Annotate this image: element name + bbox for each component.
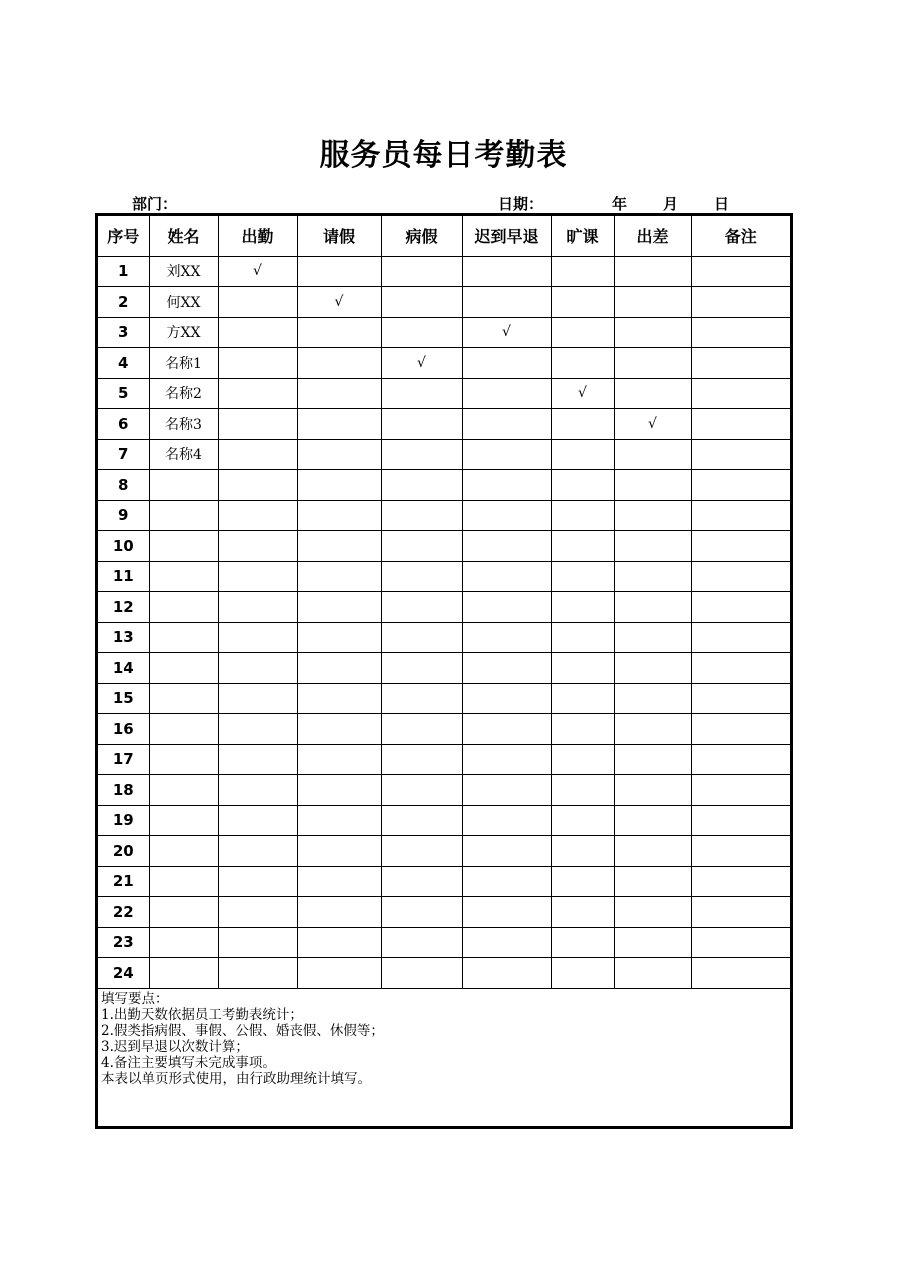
- cell-seq: 12: [98, 592, 149, 623]
- table-row: [98, 500, 790, 531]
- cell-name[interactable]: [149, 958, 218, 989]
- cell-seq: 22: [98, 897, 149, 928]
- cell-sick-leave[interactable]: [381, 561, 462, 592]
- cell-seq: 8: [98, 470, 149, 501]
- cell-late-early[interactable]: [462, 592, 551, 623]
- cell-business-trip[interactable]: [614, 744, 691, 775]
- cell-absent[interactable]: [551, 439, 614, 470]
- cell-late-early[interactable]: [462, 348, 551, 379]
- cell-attendance[interactable]: [218, 714, 297, 745]
- notes-heading: 填写要点：: [101, 991, 169, 1007]
- cell-business-trip[interactable]: [614, 653, 691, 684]
- cell-business-trip[interactable]: [614, 927, 691, 958]
- cell-business-trip[interactable]: [614, 714, 691, 745]
- cell-remarks[interactable]: [691, 500, 790, 531]
- table-row: [98, 775, 790, 806]
- table-row: [98, 866, 790, 897]
- cell-absent[interactable]: √: [551, 378, 614, 409]
- cell-seq: 7: [98, 439, 149, 470]
- cell-sick-leave[interactable]: [381, 683, 462, 714]
- col-header-leave: 请假: [297, 216, 381, 256]
- table-row: [98, 805, 790, 836]
- cell-seq: 10: [98, 531, 149, 562]
- cell-seq: 3: [98, 317, 149, 348]
- cell-late-early[interactable]: [462, 744, 551, 775]
- table-row: [98, 958, 790, 989]
- cell-seq: 19: [98, 805, 149, 836]
- cell-name[interactable]: 刘XX: [149, 256, 218, 287]
- cell-leave[interactable]: [297, 378, 381, 409]
- year-label: 年: [612, 195, 628, 213]
- col-header-late-early: 迟到早退: [462, 216, 551, 256]
- cell-late-early[interactable]: [462, 622, 551, 653]
- cell-late-early[interactable]: [462, 683, 551, 714]
- cell-business-trip[interactable]: [614, 958, 691, 989]
- table-row: [98, 927, 790, 958]
- notes-line: 本表以单页形式使用，由行政助理统计填写。: [101, 1071, 371, 1087]
- notes-line: 4.备注主要填写未完成事项。: [101, 1055, 276, 1071]
- cell-leave[interactable]: [297, 958, 381, 989]
- cell-business-trip[interactable]: [614, 317, 691, 348]
- cell-attendance[interactable]: [218, 439, 297, 470]
- cell-name[interactable]: 名称3: [149, 409, 218, 440]
- cell-leave[interactable]: [297, 531, 381, 562]
- table-row: [98, 531, 790, 562]
- cell-late-early[interactable]: [462, 897, 551, 928]
- cell-leave[interactable]: [297, 470, 381, 501]
- cell-sick-leave[interactable]: [381, 592, 462, 623]
- notes-line: 3.迟到早退以次数计算；: [101, 1039, 249, 1055]
- cell-remarks[interactable]: [691, 866, 790, 897]
- cell-business-trip[interactable]: [614, 866, 691, 897]
- table-row: [98, 622, 790, 653]
- cell-business-trip[interactable]: [614, 439, 691, 470]
- cell-sick-leave[interactable]: [381, 805, 462, 836]
- table-row: [98, 683, 790, 714]
- cell-name[interactable]: 方XX: [149, 317, 218, 348]
- cell-name[interactable]: [149, 531, 218, 562]
- table-row: [98, 744, 790, 775]
- table-row: [98, 378, 790, 409]
- cell-attendance[interactable]: [218, 592, 297, 623]
- cell-leave[interactable]: [297, 927, 381, 958]
- cell-absent[interactable]: [551, 622, 614, 653]
- cell-attendance[interactable]: [218, 500, 297, 531]
- cell-remarks[interactable]: [691, 592, 790, 623]
- cell-late-early[interactable]: [462, 805, 551, 836]
- cell-remarks[interactable]: [691, 470, 790, 501]
- col-header-absent: 旷课: [551, 216, 614, 256]
- cell-business-trip[interactable]: [614, 683, 691, 714]
- cell-absent[interactable]: [551, 683, 614, 714]
- cell-absent[interactable]: [551, 470, 614, 501]
- cell-leave[interactable]: [297, 775, 381, 806]
- table-row: [98, 561, 790, 592]
- cell-name[interactable]: [149, 775, 218, 806]
- cell-sick-leave[interactable]: [381, 409, 462, 440]
- cell-late-early[interactable]: [462, 378, 551, 409]
- cell-remarks[interactable]: [691, 683, 790, 714]
- cell-seq: 1: [98, 256, 149, 287]
- date-label: 日期：: [498, 195, 544, 213]
- cell-leave[interactable]: √: [297, 287, 381, 318]
- cell-leave[interactable]: [297, 683, 381, 714]
- cell-absent[interactable]: [551, 897, 614, 928]
- cell-sick-leave[interactable]: [381, 439, 462, 470]
- cell-seq: 24: [98, 958, 149, 989]
- cell-business-trip[interactable]: [614, 897, 691, 928]
- col-header-sick-leave: 病假: [381, 216, 462, 256]
- cell-sick-leave[interactable]: [381, 531, 462, 562]
- cell-name[interactable]: [149, 500, 218, 531]
- cell-name[interactable]: 名称4: [149, 439, 218, 470]
- cell-late-early[interactable]: [462, 775, 551, 806]
- attendance-sheet: [95, 213, 793, 1129]
- cell-business-trip[interactable]: [614, 287, 691, 318]
- cell-seq: 4: [98, 348, 149, 379]
- page-title: 服务员每日考勤表: [319, 138, 568, 173]
- cell-name[interactable]: [149, 897, 218, 928]
- cell-leave[interactable]: [297, 409, 381, 440]
- cell-remarks[interactable]: [691, 348, 790, 379]
- cell-sick-leave[interactable]: [381, 897, 462, 928]
- cell-leave[interactable]: [297, 439, 381, 470]
- cell-leave[interactable]: [297, 836, 381, 867]
- cell-absent[interactable]: [551, 805, 614, 836]
- cell-attendance[interactable]: [218, 378, 297, 409]
- cell-name[interactable]: [149, 653, 218, 684]
- cell-business-trip[interactable]: [614, 775, 691, 806]
- cell-business-trip[interactable]: [614, 622, 691, 653]
- cell-attendance[interactable]: [218, 927, 297, 958]
- cell-attendance[interactable]: [218, 775, 297, 806]
- cell-leave[interactable]: [297, 317, 381, 348]
- cell-sick-leave[interactable]: [381, 317, 462, 348]
- cell-attendance[interactable]: [218, 348, 297, 379]
- cell-late-early[interactable]: [462, 958, 551, 989]
- cell-late-early[interactable]: [462, 409, 551, 440]
- cell-late-early[interactable]: [462, 561, 551, 592]
- cell-late-early[interactable]: √: [462, 317, 551, 348]
- cell-attendance[interactable]: [218, 531, 297, 562]
- table-row: [98, 439, 790, 470]
- cell-attendance[interactable]: [218, 409, 297, 440]
- attendance-table: [98, 216, 790, 989]
- table-row: [98, 592, 790, 623]
- cell-seq: 6: [98, 409, 149, 440]
- cell-name[interactable]: [149, 927, 218, 958]
- cell-attendance[interactable]: [218, 897, 297, 928]
- cell-remarks[interactable]: [691, 287, 790, 318]
- cell-remarks[interactable]: [691, 622, 790, 653]
- cell-attendance[interactable]: [218, 866, 297, 897]
- cell-remarks[interactable]: [691, 409, 790, 440]
- month-label: 月: [663, 195, 679, 213]
- col-header-remarks: 备注: [691, 216, 790, 256]
- cell-attendance[interactable]: [218, 561, 297, 592]
- cell-sick-leave[interactable]: [381, 653, 462, 684]
- cell-name[interactable]: [149, 470, 218, 501]
- cell-sick-leave[interactable]: [381, 744, 462, 775]
- cell-sick-leave[interactable]: [381, 470, 462, 501]
- cell-name[interactable]: [149, 622, 218, 653]
- cell-absent[interactable]: [551, 348, 614, 379]
- cell-attendance[interactable]: [218, 958, 297, 989]
- cell-name[interactable]: [149, 836, 218, 867]
- cell-sick-leave[interactable]: √: [381, 348, 462, 379]
- cell-late-early[interactable]: [462, 866, 551, 897]
- cell-name[interactable]: [149, 592, 218, 623]
- cell-seq: 5: [98, 378, 149, 409]
- cell-attendance[interactable]: [218, 287, 297, 318]
- cell-absent[interactable]: [551, 958, 614, 989]
- cell-absent[interactable]: [551, 775, 614, 806]
- cell-sick-leave[interactable]: [381, 378, 462, 409]
- cell-late-early[interactable]: [462, 927, 551, 958]
- cell-late-early[interactable]: [462, 531, 551, 562]
- cell-remarks[interactable]: [691, 531, 790, 562]
- cell-seq: 15: [98, 683, 149, 714]
- cell-leave[interactable]: [297, 805, 381, 836]
- notes-section: [98, 989, 790, 1089]
- cell-remarks[interactable]: [691, 744, 790, 775]
- cell-name[interactable]: [149, 744, 218, 775]
- cell-leave[interactable]: [297, 500, 381, 531]
- cell-leave[interactable]: [297, 256, 381, 287]
- cell-seq: 18: [98, 775, 149, 806]
- cell-attendance[interactable]: [218, 744, 297, 775]
- cell-name[interactable]: [149, 683, 218, 714]
- cell-attendance[interactable]: [218, 470, 297, 501]
- cell-remarks[interactable]: [691, 836, 790, 867]
- cell-attendance[interactable]: [218, 683, 297, 714]
- cell-absent[interactable]: [551, 256, 614, 287]
- cell-sick-leave[interactable]: [381, 866, 462, 897]
- cell-remarks[interactable]: [691, 561, 790, 592]
- cell-late-early[interactable]: [462, 439, 551, 470]
- cell-late-early[interactable]: [462, 836, 551, 867]
- cell-business-trip[interactable]: [614, 836, 691, 867]
- cell-absent[interactable]: [551, 714, 614, 745]
- cell-name[interactable]: [149, 805, 218, 836]
- cell-name[interactable]: [149, 561, 218, 592]
- cell-sick-leave[interactable]: [381, 958, 462, 989]
- cell-sick-leave[interactable]: [381, 500, 462, 531]
- cell-seq: 9: [98, 500, 149, 531]
- cell-remarks[interactable]: [691, 256, 790, 287]
- cell-absent[interactable]: [551, 287, 614, 318]
- cell-remarks[interactable]: [691, 805, 790, 836]
- cell-seq: 20: [98, 836, 149, 867]
- cell-business-trip[interactable]: [614, 561, 691, 592]
- table-row: [98, 317, 790, 348]
- cell-leave[interactable]: [297, 653, 381, 684]
- cell-sick-leave[interactable]: [381, 775, 462, 806]
- cell-attendance[interactable]: [218, 317, 297, 348]
- cell-late-early[interactable]: [462, 653, 551, 684]
- notes-line: 1.出勤天数依据员工考勤表统计；: [101, 1007, 303, 1023]
- cell-remarks[interactable]: [691, 958, 790, 989]
- cell-late-early[interactable]: [462, 287, 551, 318]
- cell-absent[interactable]: [551, 653, 614, 684]
- col-header-name: 姓名: [149, 216, 218, 256]
- cell-absent[interactable]: [551, 317, 614, 348]
- table-header-row: [98, 216, 790, 256]
- cell-attendance[interactable]: [218, 622, 297, 653]
- cell-seq: 23: [98, 927, 149, 958]
- cell-business-trip[interactable]: [614, 470, 691, 501]
- col-header-attendance: 出勤: [218, 216, 297, 256]
- cell-remarks[interactable]: [691, 897, 790, 928]
- cell-name[interactable]: [149, 866, 218, 897]
- notes-line: 2.假类指病假、事假、公假、婚丧假、休假等；: [101, 1023, 384, 1039]
- cell-sick-leave[interactable]: [381, 836, 462, 867]
- cell-remarks[interactable]: [691, 439, 790, 470]
- cell-name[interactable]: 名称2: [149, 378, 218, 409]
- cell-remarks[interactable]: [691, 378, 790, 409]
- day-label: 日: [714, 195, 730, 213]
- table-row: [98, 470, 790, 501]
- table-row: [98, 897, 790, 928]
- cell-attendance[interactable]: [218, 836, 297, 867]
- cell-late-early[interactable]: [462, 256, 551, 287]
- cell-leave[interactable]: [297, 744, 381, 775]
- table-row: [98, 287, 790, 318]
- cell-absent[interactable]: [551, 409, 614, 440]
- cell-sick-leave[interactable]: [381, 287, 462, 318]
- cell-business-trip[interactable]: [614, 256, 691, 287]
- cell-remarks[interactable]: [691, 653, 790, 684]
- cell-leave[interactable]: [297, 561, 381, 592]
- cell-late-early[interactable]: [462, 714, 551, 745]
- cell-seq: 13: [98, 622, 149, 653]
- cell-remarks[interactable]: [691, 714, 790, 745]
- table-row: [98, 348, 790, 379]
- cell-business-trip[interactable]: [614, 592, 691, 623]
- cell-business-trip[interactable]: [614, 378, 691, 409]
- table-row: [98, 256, 790, 287]
- cell-business-trip[interactable]: [614, 805, 691, 836]
- cell-business-trip[interactable]: [614, 500, 691, 531]
- cell-leave[interactable]: [297, 348, 381, 379]
- cell-seq: 14: [98, 653, 149, 684]
- cell-attendance[interactable]: [218, 805, 297, 836]
- cell-remarks[interactable]: [691, 927, 790, 958]
- cell-absent[interactable]: [551, 531, 614, 562]
- cell-seq: 16: [98, 714, 149, 745]
- cell-seq: 2: [98, 287, 149, 318]
- cell-name[interactable]: [149, 714, 218, 745]
- cell-remarks[interactable]: [691, 317, 790, 348]
- cell-late-early[interactable]: [462, 500, 551, 531]
- table-row: [98, 836, 790, 867]
- table-row: [98, 653, 790, 684]
- cell-name[interactable]: 名称1: [149, 348, 218, 379]
- cell-sick-leave[interactable]: [381, 927, 462, 958]
- cell-sick-leave[interactable]: [381, 714, 462, 745]
- cell-sick-leave[interactable]: [381, 256, 462, 287]
- cell-sick-leave[interactable]: [381, 622, 462, 653]
- cell-remarks[interactable]: [691, 775, 790, 806]
- cell-leave[interactable]: [297, 592, 381, 623]
- cell-business-trip[interactable]: [614, 531, 691, 562]
- cell-absent[interactable]: [551, 561, 614, 592]
- cell-business-trip[interactable]: √: [614, 409, 691, 440]
- cell-seq: 11: [98, 561, 149, 592]
- cell-absent[interactable]: [551, 866, 614, 897]
- cell-seq: 21: [98, 866, 149, 897]
- cell-leave[interactable]: [297, 714, 381, 745]
- department-label: 部门：: [132, 195, 178, 213]
- cell-attendance[interactable]: [218, 653, 297, 684]
- cell-seq: 17: [98, 744, 149, 775]
- cell-leave[interactable]: [297, 866, 381, 897]
- col-header-seq: 序号: [98, 216, 149, 256]
- cell-leave[interactable]: [297, 897, 381, 928]
- cell-absent[interactable]: [551, 927, 614, 958]
- cell-late-early[interactable]: [462, 470, 551, 501]
- cell-attendance[interactable]: √: [218, 256, 297, 287]
- cell-name[interactable]: 何XX: [149, 287, 218, 318]
- cell-absent[interactable]: [551, 836, 614, 867]
- table-row: [98, 714, 790, 745]
- table-row: [98, 409, 790, 440]
- cell-business-trip[interactable]: [614, 348, 691, 379]
- cell-absent[interactable]: [551, 592, 614, 623]
- cell-absent[interactable]: [551, 500, 614, 531]
- cell-absent[interactable]: [551, 744, 614, 775]
- cell-leave[interactable]: [297, 622, 381, 653]
- col-header-business-trip: 出差: [614, 216, 691, 256]
